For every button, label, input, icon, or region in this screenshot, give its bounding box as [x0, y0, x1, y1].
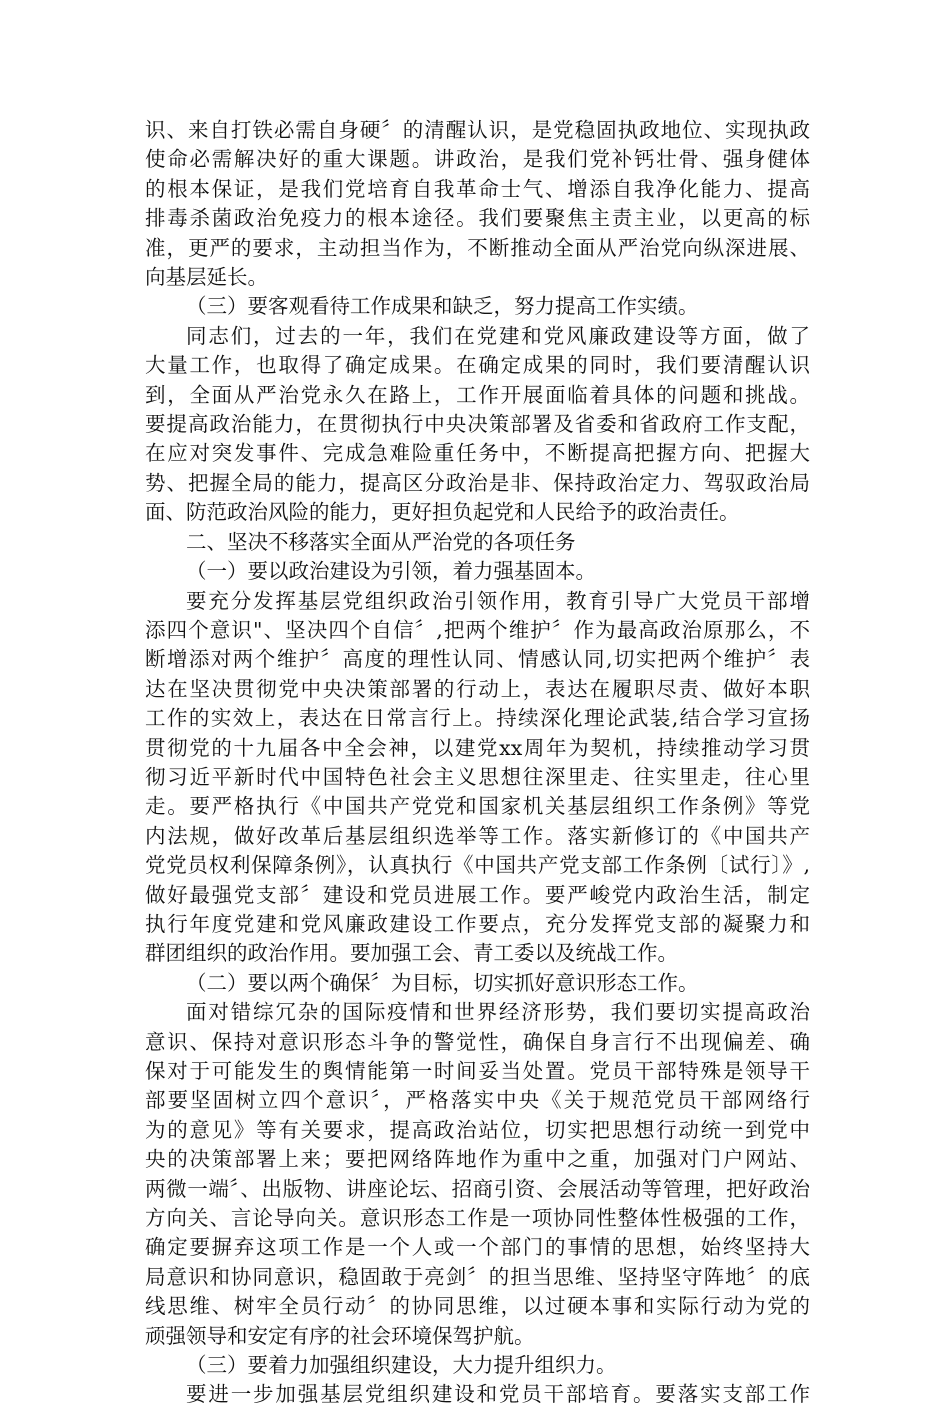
text-line: （一）要以政治建设为引领，着力强基固本。: [186, 559, 596, 584]
text-line: 贯彻党的十九届各中全会神，以建党xx周年为契机，持续推动学习贯: [145, 735, 810, 760]
text-line: 走。要严格执行《中国共产党党和国家机关基层组织工作条例》等党: [145, 794, 810, 819]
text-line: 群团组织的政治作用。要加强工会、青工委以及统战工作。: [145, 941, 678, 966]
text-line: 彻习近平新时代中国特色社会主义思想往深里走、往实里走，往心里: [145, 764, 810, 789]
text-line: 要进一步加强基层党组织建设和党员干部培育。要落实支部工作: [186, 1382, 810, 1407]
text-line: 央的决策部署上来；要把网络阵地作为重中之重，加强对门户网站、: [145, 1147, 810, 1172]
text-line: 部要坚固树立四个意识〞，严格落实中央《关于规范党员干部网络行: [145, 1088, 810, 1113]
text-line: 面对错综冗杂的国际疫情和世界经济形势，我们要切实提高政治: [186, 1000, 810, 1025]
text-line: 在应对突发事件、完成急难险重任务中，不断提高把握方向、把握大: [145, 441, 810, 466]
text-line: 势、把握全局的能力，提高区分政治是非、保持政治定力、驾驭政治局: [145, 470, 810, 495]
text-line: 到，全面从严治党永久在路上，工作开展面临着具体的问题和挑战。: [145, 382, 810, 407]
text-line: （二）要以两个确保〞为目标，切实抓好意识形态工作。: [186, 970, 699, 995]
text-line: 内法规，做好改革后基层组织选举等工作。落实新修订的《中国共产: [145, 823, 810, 848]
text-line: 添四个意识"、坚决四个自信〞,把两个维护〞作为最高政治原那么，不: [145, 617, 810, 642]
text-line: 的根本保证，是我们党培育自我革命士气、增添自我净化能力、提高: [145, 176, 810, 201]
text-line: 党党员权利保障条例》，认真执行《中国共产党支部工作条例〔试行〕》,: [145, 853, 810, 878]
text-line: 为的意见》等有关要求，提高政治站位，切实把思想行动统一到党中: [145, 1117, 810, 1142]
text-line: 准，更严的要求，主动担当作为，不断推动全面从严治党向纵深进展、: [145, 235, 810, 260]
text-line: 意识、保持对意识形态斗争的警觉性，确保自身言行不出现偏差、确: [145, 1029, 810, 1054]
text-line: 向基层延长。: [145, 265, 268, 290]
text-line: 同志们，过去的一年，我们在党建和党风廉政建设等方面，做了: [186, 323, 810, 348]
text-line: 面、防范政治风险的能力，更好担负起党和人民给予的政治责任。: [145, 500, 740, 525]
text-line: 识、来自打铁必需自身硬〞的清醒认识，是党稳固执政地位、实现执政: [145, 118, 810, 142]
text-line: 断增添对两个维护〞高度的理性认同、情感认同,切实把两个维护〞表: [145, 647, 810, 672]
text-line: 使命必需解决好的重大课题。讲政治，是我们党补钙壮骨、强身健体: [145, 147, 810, 172]
text-line: 排毒杀菌政治免疫力的根本途径。我们要聚焦主责主业，以更高的标: [145, 206, 810, 231]
text-line: 方向关、言论导向关。意识形态工作是一项协同性整体性极强的工作，: [145, 1206, 810, 1231]
text-line: 保对于可能发生的舆情能第一时间妥当处置。党员干部特殊是领导干: [145, 1059, 810, 1083]
text-line: 要提高政治能力，在贯彻执行中央决策部署及省委和省政府工作支配，: [145, 412, 810, 437]
text-line: 要充分发挥基层党组织政治引领作用，教育引导广大党员干部增: [186, 588, 810, 613]
text-line: 确定要摒弃这项工作是一个人或一个部门的事情的思想，始终坚持大: [145, 1235, 810, 1260]
text-line: 两微一端〞、出版物、讲座论坛、招商引资、会展活动等管理，把好政治: [145, 1176, 810, 1201]
document-body: [145, 116, 810, 1410]
text-line: （三）要客观看待工作成果和缺乏，努力提高工作实绩。: [186, 294, 699, 319]
text-line: 线思维、树牢全员行动〞的协同思维，以过硬本事和实际行动为党的: [145, 1294, 810, 1319]
text-line: 做好最强党支部〞建设和党员进展工作。要严峻党内政治生活，制定: [145, 882, 810, 907]
text-line: 二、坚决不移落实全面从严治党的各项任务: [186, 529, 576, 554]
text-line: 大量工作，也取得了确定成果。在确定成果的同时，我们要清醒认识: [145, 353, 810, 378]
text-line: 顽强领导和安定有序的社会环境保驾护航。: [145, 1323, 535, 1348]
text-line: 达在坚决贯彻党中央决策部署的行动上，表达在履职尽责、做好本职: [145, 676, 810, 701]
text-line: 执行年度党建和党风廉政建设工作要点，充分发挥党支部的凝聚力和: [145, 911, 810, 936]
text-line: （三）要着力加强组织建设，大力提升组织力。: [186, 1353, 617, 1378]
text-line: 局意识和协同意识，稳固敢于亮剑〞的担当思维、坚持坚守阵地〞的底: [145, 1264, 810, 1289]
text-line: 工作的实效上，表达在日常言行上。持续深化理论武装,结合学习宣扬: [145, 706, 810, 731]
